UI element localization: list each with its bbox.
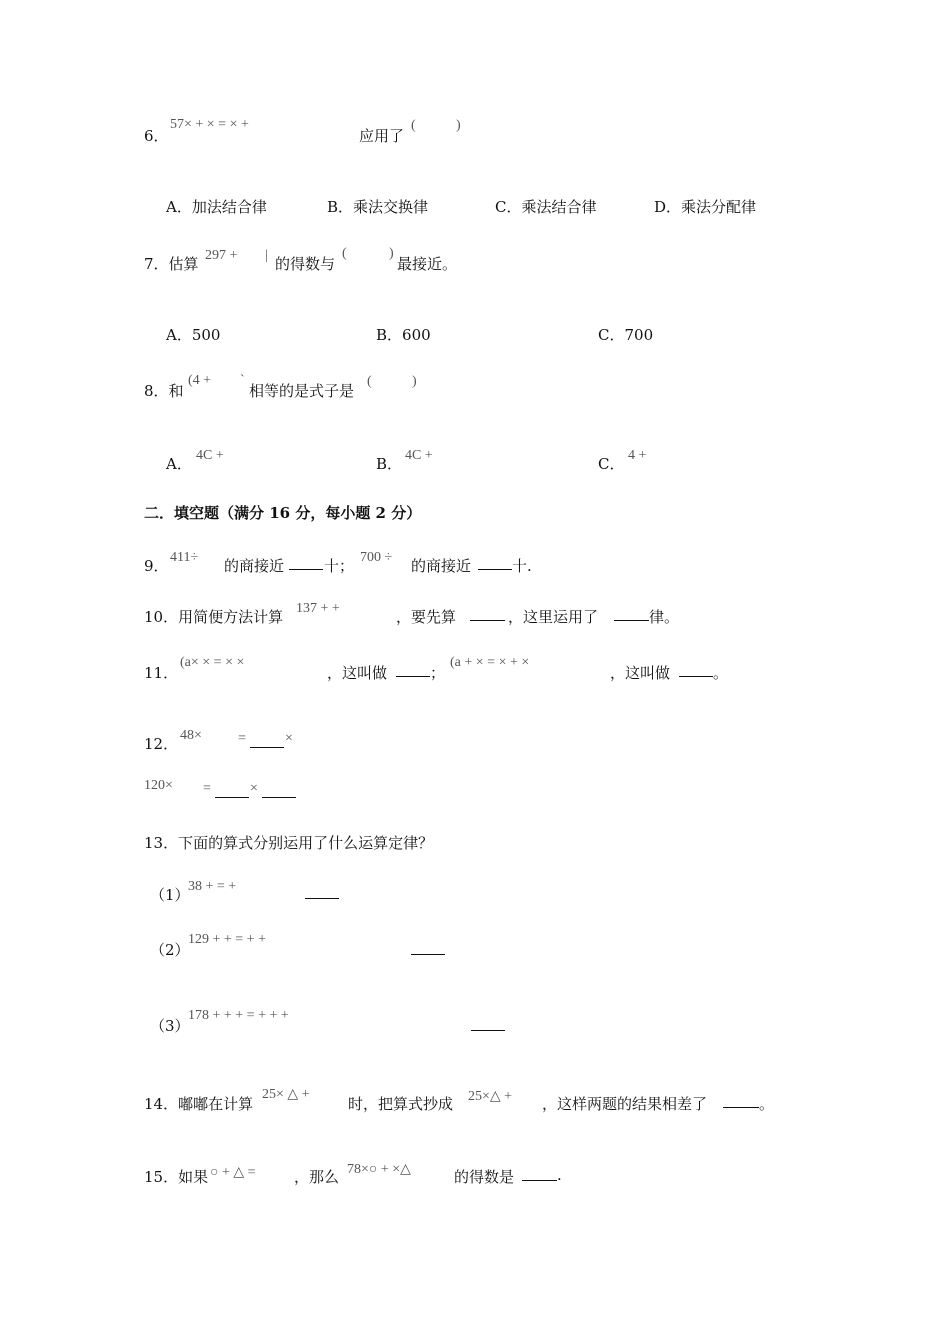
q12-formula-1: 48× bbox=[180, 728, 202, 743]
q8-text: 相等的是式子是 bbox=[249, 382, 355, 400]
q13-item-2-label: （2） bbox=[150, 941, 190, 959]
q8-tick: ` bbox=[240, 373, 245, 388]
q11-text-1: ，这叫做 bbox=[327, 664, 388, 682]
q8-number: 8．和 bbox=[144, 382, 184, 400]
q6-option-c[interactable]: C．乘法结合律 bbox=[495, 198, 597, 216]
q10-formula: 137 + + bbox=[296, 601, 340, 616]
q12-blank-1[interactable] bbox=[250, 733, 284, 748]
q11-formula-2: (a + × = × + × bbox=[450, 655, 530, 670]
q7-formula: 297 + bbox=[205, 248, 238, 263]
q8-option-a-label[interactable]: A． bbox=[166, 455, 192, 473]
q9-text-3: 的商接近 bbox=[411, 557, 472, 575]
q12-times-1: × bbox=[285, 731, 293, 746]
q6-option-b[interactable]: B．乘法交换律 bbox=[327, 198, 429, 216]
q13-item-2-expr: 129 + + = + + bbox=[188, 932, 266, 947]
q10-text-3: 律。 bbox=[649, 608, 680, 626]
q6-paren-right: ) bbox=[456, 118, 461, 133]
q9-formula-1: 411÷ bbox=[170, 550, 199, 565]
q12-blank-2[interactable] bbox=[215, 783, 249, 798]
q15-number: 15．如果 bbox=[144, 1168, 209, 1186]
q13-item-1-blank[interactable] bbox=[305, 884, 339, 899]
q15-text-3: . bbox=[557, 1166, 562, 1184]
q14-text-1: 时，把算式抄成 bbox=[348, 1095, 454, 1113]
q8-formula: (4 + bbox=[188, 373, 212, 388]
q13-item-2-blank[interactable] bbox=[411, 940, 445, 955]
q7-paren-left: ( bbox=[342, 246, 347, 261]
q9-text-1: 的商接近 bbox=[224, 557, 285, 575]
q9-text-2: 十； bbox=[324, 557, 355, 575]
q12-number: 12． bbox=[144, 735, 179, 753]
q7-option-b[interactable]: B．600 bbox=[376, 326, 431, 344]
q8-option-a-expr: 4C + bbox=[196, 448, 224, 463]
q6-text: 应用了 bbox=[359, 127, 405, 145]
q12-equals-2: = bbox=[203, 781, 211, 796]
q6-option-a[interactable]: A．加法结合律 bbox=[166, 198, 267, 216]
q9-number: 9． bbox=[144, 557, 169, 575]
q8-option-c-expr: 4 + bbox=[628, 448, 647, 463]
q11-blank-1[interactable] bbox=[396, 662, 430, 677]
q15-text-2: 的得数是 bbox=[454, 1168, 515, 1186]
q13-number: 13．下面的算式分别运用了什么运算定律？ bbox=[144, 834, 434, 852]
q7-option-c[interactable]: C．700 bbox=[598, 326, 654, 344]
q10-text-2: ，这里运用了 bbox=[508, 608, 599, 626]
q12-times-2: × bbox=[250, 781, 258, 796]
q9-blank-2[interactable] bbox=[478, 555, 512, 570]
q13-item-3-blank[interactable] bbox=[471, 1016, 505, 1031]
section-title: 二．填空题（满分 16 分，每小题 2 分） bbox=[144, 504, 422, 522]
q9-formula-2: 700 ÷ bbox=[360, 550, 393, 565]
q7-bar: | bbox=[265, 248, 268, 263]
q14-text-3: 。 bbox=[759, 1095, 775, 1113]
q8-option-c-label[interactable]: C． bbox=[598, 455, 625, 473]
q7-text-a: 的得数与 bbox=[275, 255, 336, 273]
q6-paren-left: ( bbox=[411, 118, 416, 133]
q14-blank[interactable] bbox=[723, 1093, 759, 1108]
q13-item-1-label: （1） bbox=[150, 886, 190, 904]
q6-number: 6． bbox=[144, 127, 169, 145]
q7-paren-right: ) bbox=[389, 246, 394, 261]
q11-text-3: ，这叫做 bbox=[610, 664, 671, 682]
q11-text-4: 。 bbox=[713, 664, 729, 682]
q15-blank[interactable] bbox=[522, 1166, 557, 1181]
q11-text-2: ； bbox=[430, 664, 446, 682]
q14-number: 14．嘟嘟在计算 bbox=[144, 1095, 254, 1113]
q11-blank-2[interactable] bbox=[679, 662, 713, 677]
q6-option-d[interactable]: D．乘法分配律 bbox=[654, 198, 757, 216]
q13-item-3-expr: 178 + + + = + + + bbox=[188, 1008, 289, 1023]
q11-formula-1: (a× × = × × bbox=[180, 655, 245, 670]
q8-paren-right: ) bbox=[412, 374, 417, 389]
q12-blank-3[interactable] bbox=[262, 783, 296, 798]
q15-text-1: ，那么 bbox=[294, 1168, 340, 1186]
q7-number: 7．估算 bbox=[144, 255, 199, 273]
q13-item-3-label: （3） bbox=[150, 1017, 190, 1035]
q14-formula-2: 25×△ + bbox=[468, 1089, 513, 1104]
q9-blank-1[interactable] bbox=[289, 555, 323, 570]
q6-formula: 57× + × = × + bbox=[170, 117, 249, 132]
q8-option-b-label[interactable]: B． bbox=[376, 455, 403, 473]
q12-formula-2: 120× bbox=[144, 778, 173, 793]
q12-equals-1: = bbox=[238, 731, 246, 746]
q10-blank-1[interactable] bbox=[470, 606, 505, 621]
q8-paren-left: ( bbox=[367, 374, 372, 389]
q15-formula-1: ○ + △ = bbox=[210, 1165, 256, 1180]
q9-text-4: 十. bbox=[512, 557, 532, 575]
q11-number: 11． bbox=[144, 664, 179, 682]
q8-option-b-expr: 4C + bbox=[405, 448, 433, 463]
q14-text-2: ，这样两题的结果相差了 bbox=[542, 1095, 708, 1113]
q10-blank-2[interactable] bbox=[614, 606, 649, 621]
q14-formula-1: 25× △ + bbox=[262, 1087, 310, 1102]
q10-number: 10．用简便方法计算 bbox=[144, 608, 284, 626]
q13-item-1-expr: 38 + = + bbox=[188, 879, 237, 894]
q15-formula-2: 78×○ + ×△ bbox=[347, 1162, 411, 1177]
q10-text-1: ，要先算 bbox=[396, 608, 457, 626]
q7-option-a[interactable]: A．500 bbox=[166, 326, 221, 344]
q7-text-b: 最接近。 bbox=[397, 255, 458, 273]
